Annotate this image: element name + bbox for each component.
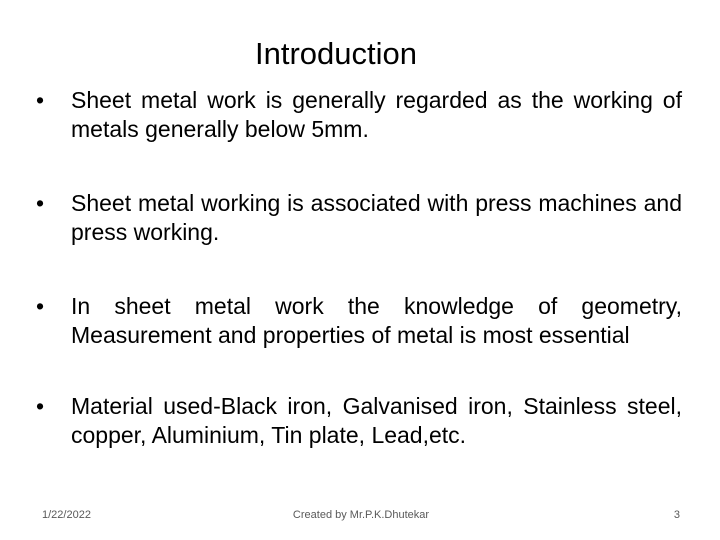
bullet-list [36,86,682,495]
bullet-icon: • [36,87,45,113]
bullet-item [36,86,682,144]
bullet-text: Sheet metal working is associated with press machines and press working. [71,190,682,245]
bullet-icon: • [36,190,45,216]
bullet-text: In sheet metal work the knowledge of geometry, Measurement and properties of metal is most essential [71,293,682,348]
slide-number: 3 [673,509,680,521]
footer-credit: Created by Mr.P.K.Dhutekar [292,509,430,521]
bullet-item [36,392,682,450]
slide-title: Introduction [255,36,417,71]
bullet-icon: • [36,293,45,319]
bullet-item [36,292,682,350]
bullet-text: Material used-Black iron, Galvanised iron, Stainless steel, copper, Aluminium, Tin plate, Lead,etc. [71,393,682,448]
bullet-icon: • [36,393,45,419]
bullet-item [36,189,682,247]
footer-date: 1/22/2022 [42,509,91,521]
bullet-text: Sheet metal work is generally regarded as the working of metals generally below 5mm. [71,87,682,142]
